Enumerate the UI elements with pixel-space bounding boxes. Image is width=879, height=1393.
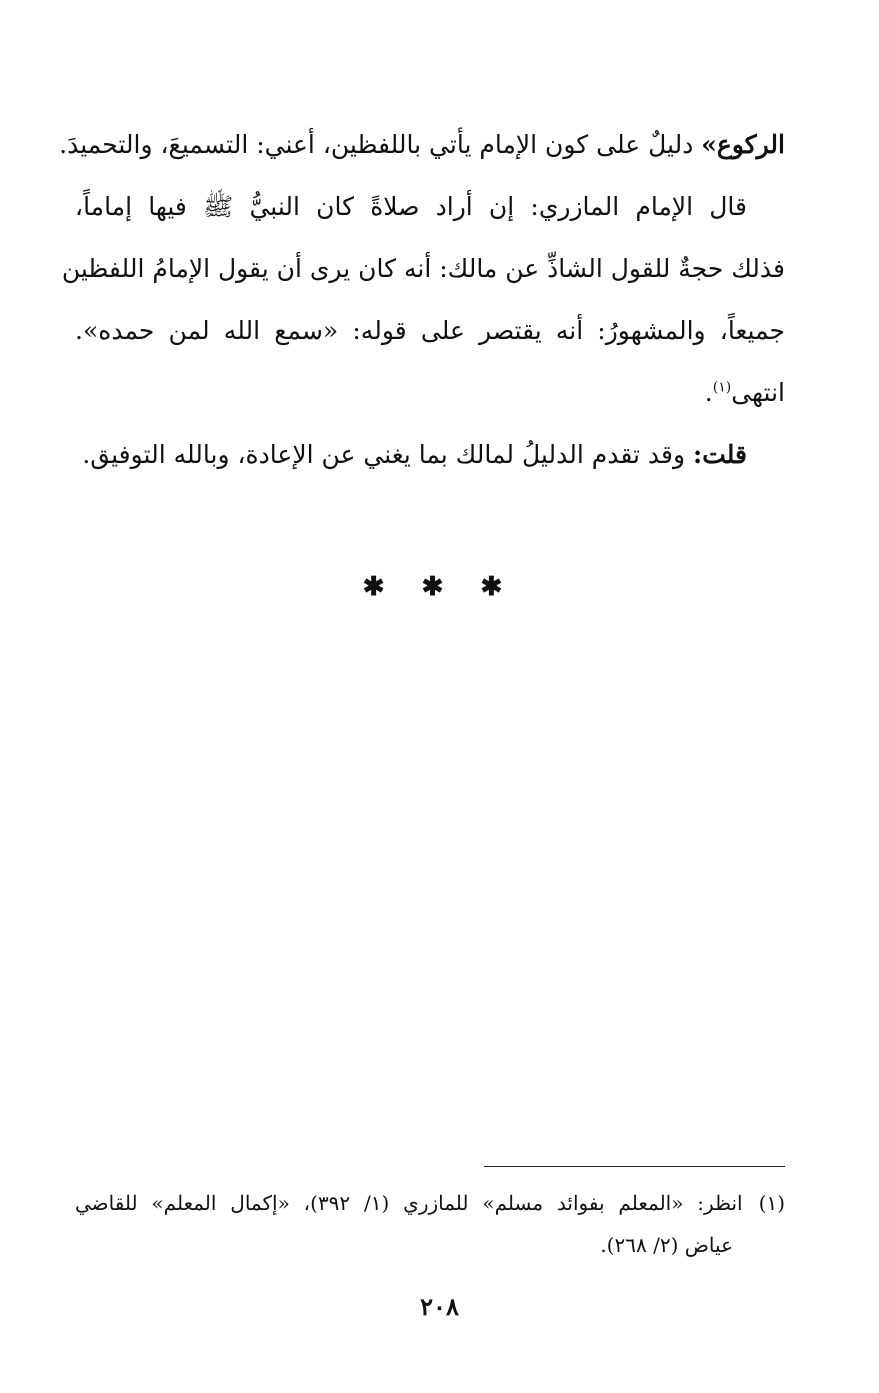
footnote-line <box>75 1182 785 1224</box>
paragraph-line: جميعاً، والمشهورُ: أنه يقتصر على قوله: «سمع الله لمن حمده». <box>75 316 785 345</box>
paragraph-line: فذلك حجةٌ للقول الشاذِّ عن مالك: أنه كان يرى أن يقول الإمامُ اللفظين <box>61 254 785 283</box>
footnote <box>75 1182 785 1266</box>
paragraph-line <box>75 424 785 486</box>
section-separator: ✱ ✱ ✱ <box>362 572 517 602</box>
paragraph-line <box>75 362 785 424</box>
page-number: ٢٠٨ <box>420 1292 459 1321</box>
footnote-line: عياض (٢/ ٢٦٨). <box>600 1233 733 1257</box>
footnote-number: (١) <box>758 1191 785 1215</box>
paragraph-line <box>59 114 785 176</box>
line-text: . <box>704 378 713 407</box>
bold-term: الركوع» <box>701 130 785 159</box>
footnote-text: انظر: «المعلم بفوائد مسلم» للمازري (١/ ٣٩٢)، «إكمال المعلم» للقاضي <box>75 1191 743 1215</box>
main-text <box>59 114 785 486</box>
line-text: وقد تقدم الدليلُ لمالك بما يغني عن الإعادة، وبالله التوفيق. <box>82 440 693 469</box>
bold-term: قلت: <box>692 440 747 469</box>
footnote-reference: (١) <box>712 379 732 396</box>
line-text: انتهى <box>731 378 785 407</box>
line-text: دليلٌ على كون الإمام يأتي باللفظين، أعني: التسميعَ، والتحميدَ. <box>59 130 702 159</box>
paragraph-line: قال الإمام المازري: إن أراد صلاةً كان النبيُّ ﷺ فيها إماماً، <box>75 192 747 221</box>
footnote-divider <box>484 1166 785 1167</box>
